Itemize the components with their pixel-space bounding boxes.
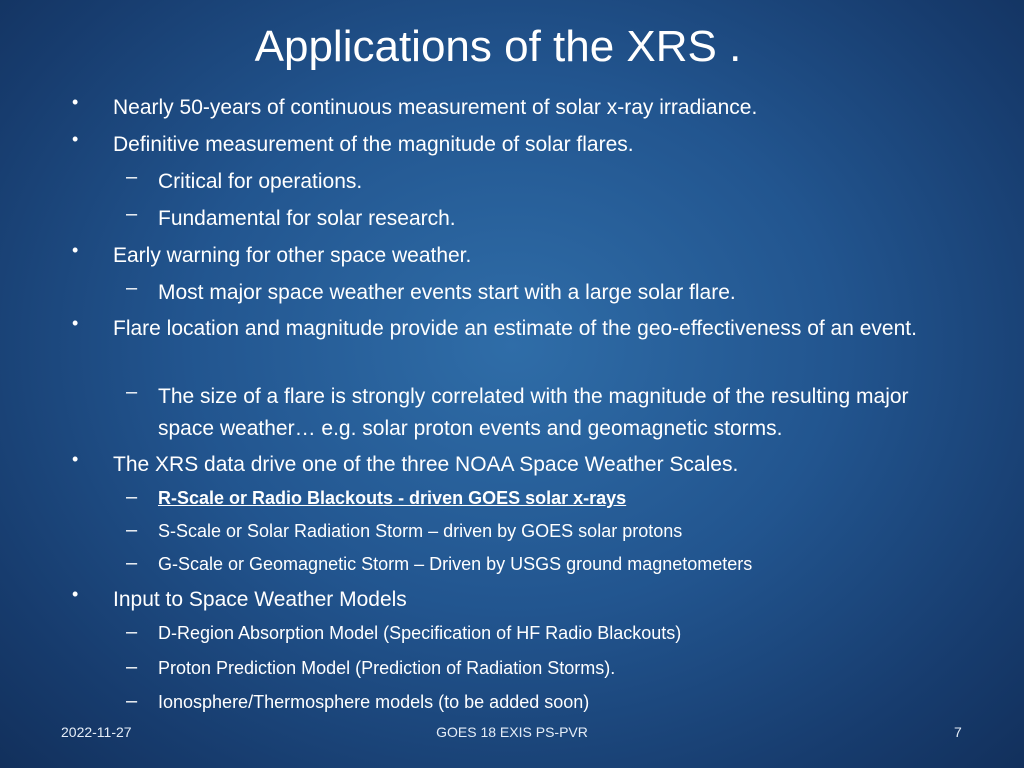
sub-bullet-item-highlight: R-Scale or Radio Blackouts - driven GOES solar x-rays: [158, 488, 627, 508]
sub-bullet-item: Ionosphere/Thermosphere models (to be added soon): [158, 692, 590, 712]
dash-marker: –: [126, 552, 138, 574]
dash-marker: –: [126, 381, 138, 403]
bullet-item: Nearly 50-years of continuous measurement of solar x-ray irradiance.: [113, 96, 758, 119]
dash-marker: –: [126, 166, 138, 188]
dash-marker: –: [126, 621, 138, 643]
bullet-item: Definitive measurement of the magnitude of solar flares.: [113, 133, 634, 156]
footer-date: 2022-11-27: [61, 724, 132, 740]
sub-bullet-item: Critical for operations.: [158, 170, 363, 193]
slide-title: Applications of the XRS .: [254, 22, 742, 71]
sub-bullet-item: Proton Prediction Model (Prediction of Radiation Storms).: [158, 658, 616, 678]
sub-bullet-item: D-Region Absorption Model (Specification of HF Radio Blackouts): [158, 623, 682, 643]
bullet-item: The XRS data drive one of the three NOAA Space Weather Scales.: [113, 453, 739, 476]
footer-title: GOES 18 EXIS PS-PVR: [436, 724, 588, 740]
bullet-marker: •: [72, 240, 79, 260]
page-number: 7: [954, 724, 962, 740]
dash-marker: –: [126, 486, 138, 508]
dash-marker: –: [126, 656, 138, 678]
bullet-marker: •: [72, 129, 79, 149]
dash-marker: –: [126, 203, 138, 225]
bullet-marker: •: [72, 449, 79, 469]
bullet-marker: •: [72, 584, 79, 604]
bullet-item: Flare location and magnitude provide an estimate of the geo-effectiveness of an event.: [113, 317, 917, 340]
sub-bullet-item: G-Scale or Geomagnetic Storm – Driven by USGS ground magnetometers: [158, 554, 753, 574]
bullet-marker: •: [72, 92, 79, 112]
bullet-item: Early warning for other space weather.: [113, 244, 472, 267]
bullet-item: Input to Space Weather Models: [113, 588, 407, 611]
sub-bullet-item: Fundamental for solar research.: [158, 207, 456, 230]
sub-bullet-item: S-Scale or Solar Radiation Storm – driven by GOES solar protons: [158, 521, 683, 541]
dash-marker: –: [126, 277, 138, 299]
dash-marker: –: [126, 519, 138, 541]
bullet-marker: •: [72, 313, 79, 333]
dash-marker: –: [126, 690, 138, 712]
sub-bullet-item: The size of a flare is strongly correlated with the magnitude of the resulting major space weather… e.g. solar proton events and geomagnetic storms.: [158, 385, 909, 440]
sub-bullet-item: Most major space weather events start with a large solar flare.: [158, 281, 736, 304]
